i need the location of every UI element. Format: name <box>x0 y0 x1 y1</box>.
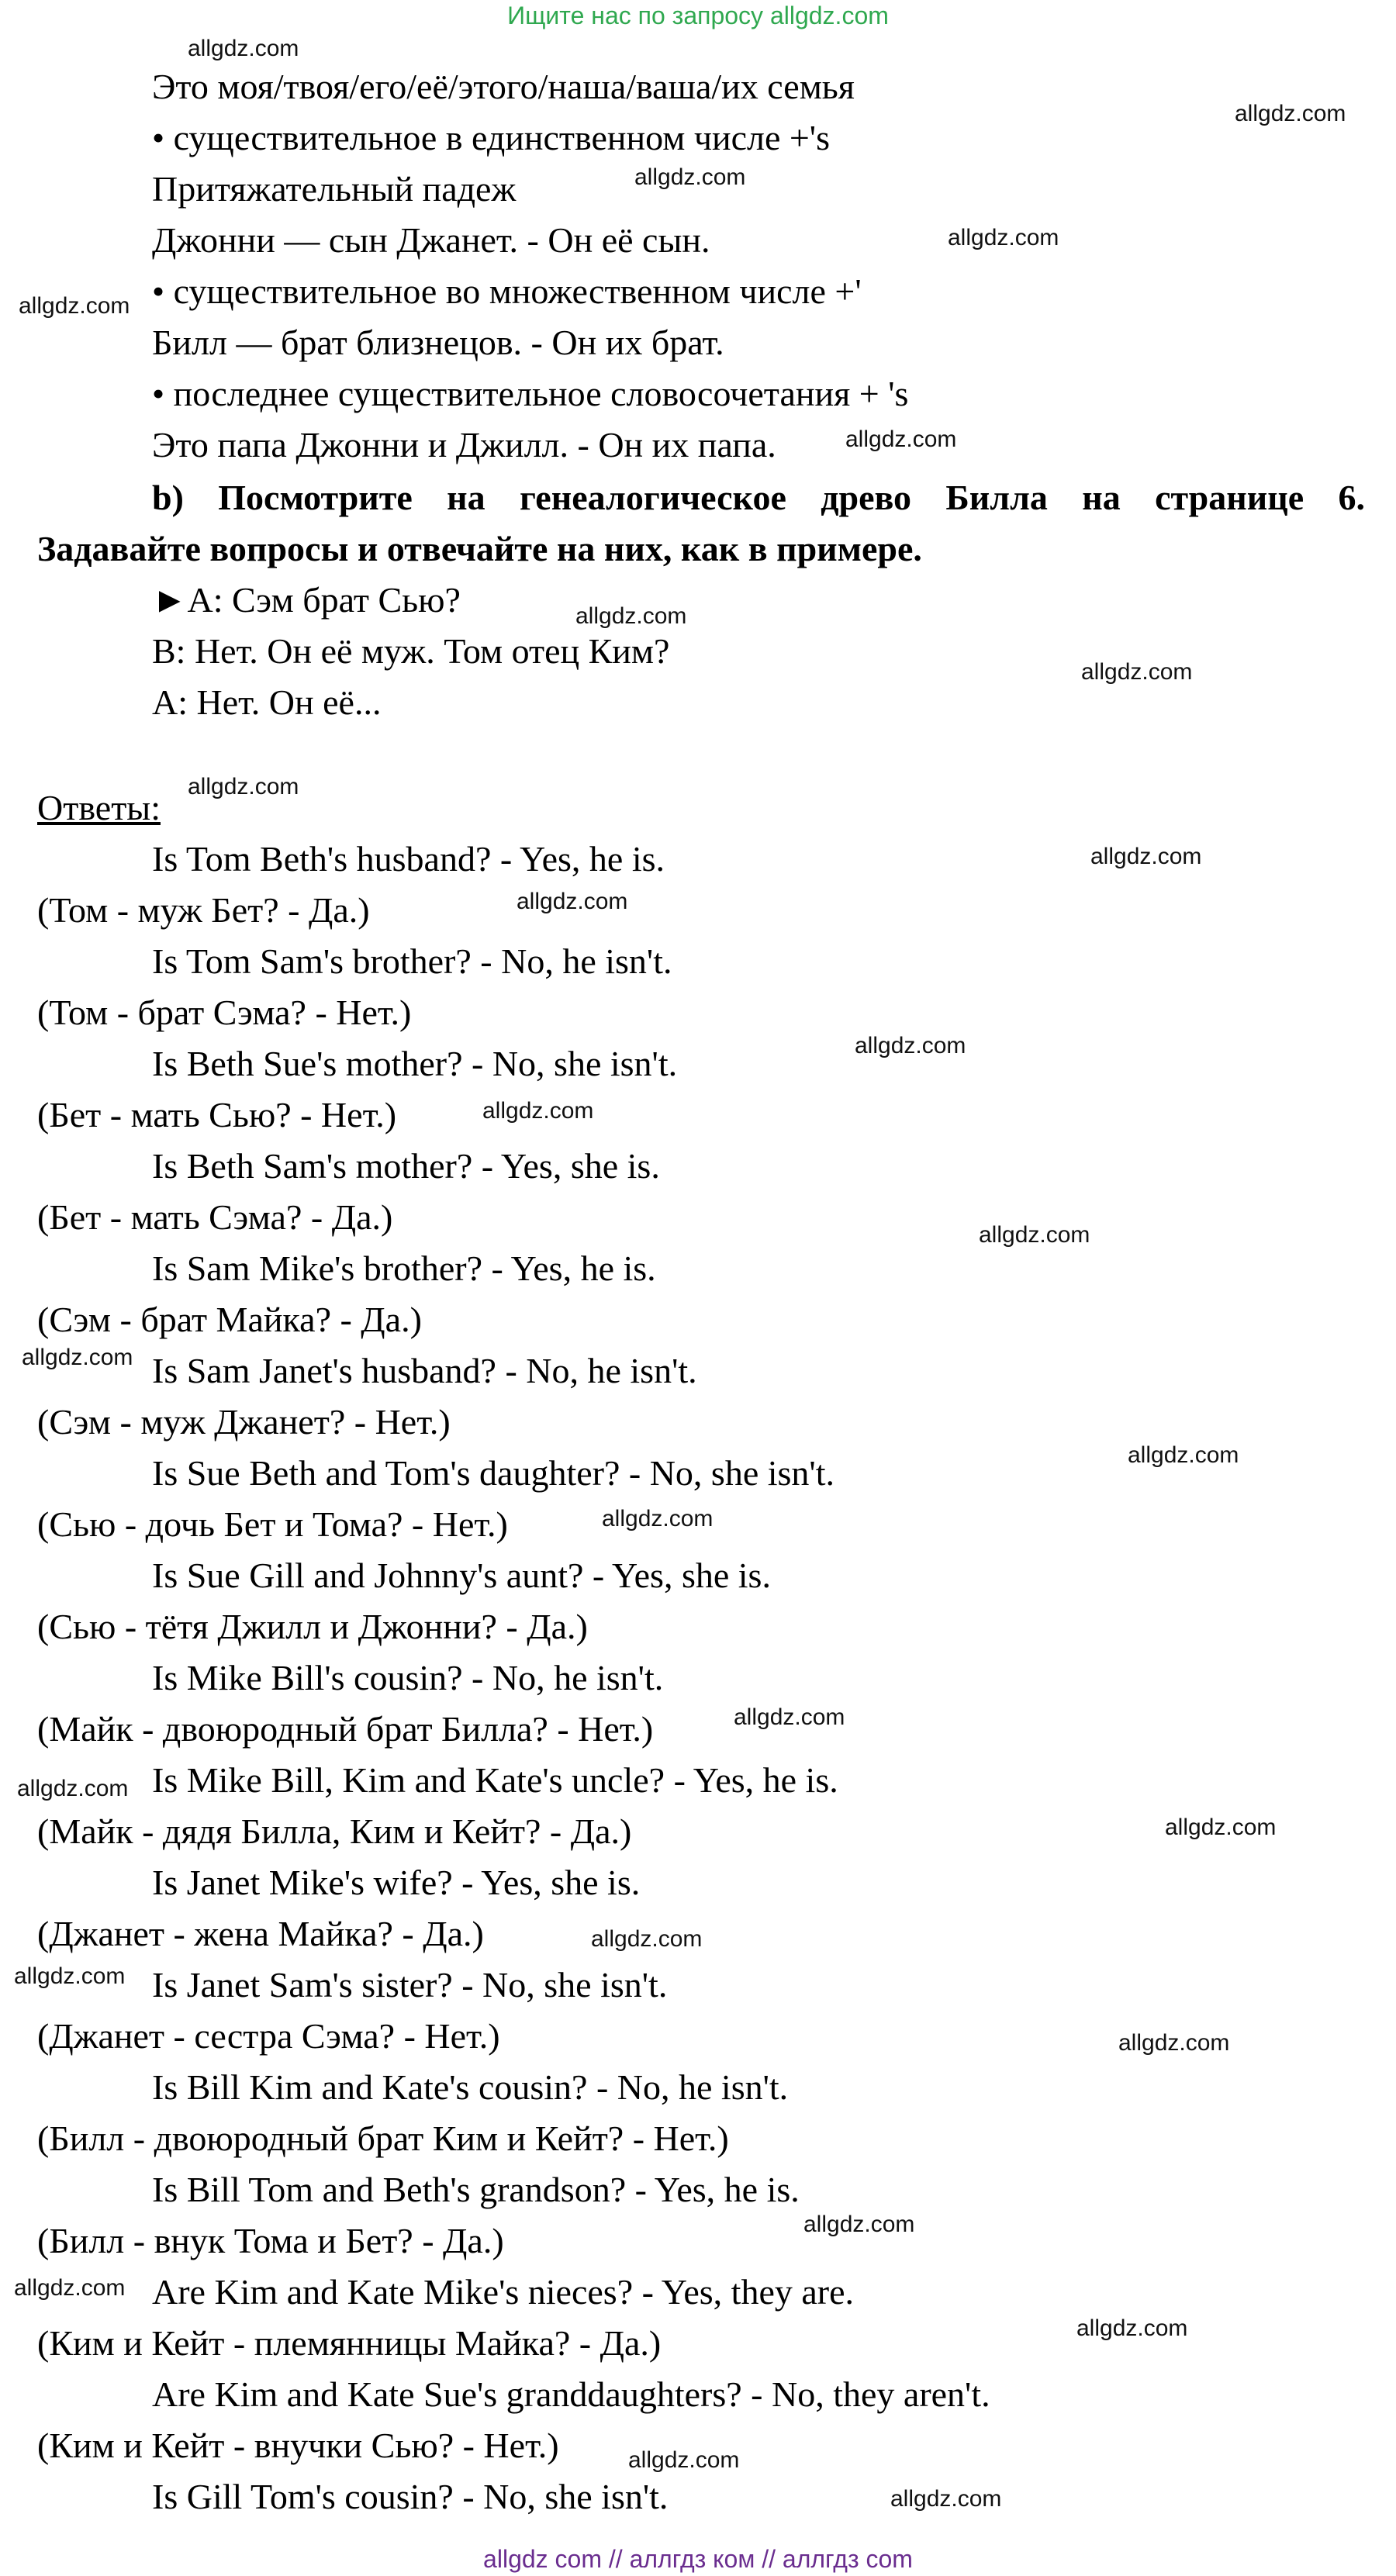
answer-translation: (Ким и Кейт - внучки Сью? - Нет.) <box>37 2426 559 2465</box>
answer-question: Is Mike Bill, Kim and Kate's uncle? - Yes, he is. <box>152 1760 838 1800</box>
watermark: allgdz.com <box>1128 1442 1239 1468</box>
answer-translation: (Сэм - брат Майка? - Да.) <box>37 1300 422 1339</box>
intro-line: Джонни — сын Джанет. - Он её сын. <box>152 220 710 260</box>
watermark: allgdz.com <box>1090 844 1202 869</box>
answer-translation: (Билл - двоюродный брат Ким и Кейт? - Нет.) <box>37 2118 729 2158</box>
answer-question: Is Beth Sue's mother? - No, she isn't. <box>152 1044 678 1083</box>
watermark: allgdz.com <box>634 164 746 190</box>
answer-translation: (Джанет - сестра Сэма? - Нет.) <box>37 2016 500 2056</box>
example-line: A: Нет. Он её... <box>152 682 382 722</box>
watermark: allgdz.com <box>845 426 957 452</box>
watermark: allgdz.com <box>591 1926 703 1952</box>
intro-line: • последнее существительное словосочетания + 's <box>152 374 909 413</box>
answer-translation: (Сью - тётя Джилл и Джонни? - Да.) <box>37 1607 588 1646</box>
intro-line: Билл — брат близнецов. - Он их брат. <box>152 323 724 362</box>
answer-translation: (Майк - дядя Билла, Ким и Кейт? - Да.) <box>37 1811 632 1851</box>
footer: allgdz com // аллгдз ком // аллгдз com <box>483 2545 913 2573</box>
example-line: ►A: Сэм брат Сью? <box>152 580 461 620</box>
watermark: allgdz.com <box>1118 2030 1230 2056</box>
answer-question: Is Sue Beth and Tom's daughter? - No, she isn't. <box>152 1453 834 1493</box>
watermark: allgdz.com <box>14 1963 126 1989</box>
answer-question: Is Beth Sam's mother? - Yes, she is. <box>152 1146 660 1186</box>
watermark: allgdz.com <box>17 1776 129 1801</box>
answer-translation: (Ким и Кейт - племянницы Майка? - Да.) <box>37 2323 662 2363</box>
watermark: allgdz.com <box>188 774 299 799</box>
task-heading-line1: b) Посмотрите на генеалогическое древо Билла на странице 6. <box>152 478 1365 517</box>
answer-translation: (Сью - дочь Бет и Тома? - Нет.) <box>37 1504 508 1544</box>
answer-question: Is Tom Beth's husband? - Yes, he is. <box>152 839 665 879</box>
watermark: allgdz.com <box>1165 1815 1277 1840</box>
answer-question: Is Mike Bill's cousin? - No, he isn't. <box>152 1658 664 1697</box>
answer-translation: (Билл - внук Тома и Бет? - Да.) <box>37 2221 504 2260</box>
watermark: allgdz.com <box>575 603 687 629</box>
answer-question: Is Sue Gill and Johnny's aunt? - Yes, she is. <box>152 1556 771 1595</box>
answer-translation: (Бет - мать Сэма? - Да.) <box>37 1197 393 1237</box>
answer-question: Is Janet Sam's sister? - No, she isn't. <box>152 1965 668 2005</box>
watermark: allgdz.com <box>1076 2315 1188 2341</box>
answer-question: Are Kim and Kate Sue's granddaughters? - No, they aren't. <box>152 2374 990 2414</box>
answer-question: Is Janet Mike's wife? - Yes, she is. <box>152 1863 641 1902</box>
watermark: allgdz.com <box>602 1506 714 1531</box>
answer-translation: (Том - муж Бет? - Да.) <box>37 890 370 930</box>
watermark: allgdz.com <box>188 36 299 61</box>
intro-line: Это папа Джонни и Джилл. - Он их папа. <box>152 425 776 464</box>
intro-line: Это моя/твоя/его/её/этого/наша/ваша/их семья <box>152 67 855 106</box>
top-banner: Ищите нас по запросу allgdz.com <box>507 2 889 29</box>
watermark: allgdz.com <box>517 889 628 914</box>
answer-translation: (Том - брат Сэма? - Нет.) <box>37 993 412 1032</box>
watermark: allgdz.com <box>19 293 130 319</box>
answer-translation: (Майк - двоюродный брат Билла? - Нет.) <box>37 1709 654 1749</box>
watermark: allgdz.com <box>734 1704 845 1730</box>
watermark: allgdz.com <box>948 225 1059 250</box>
answer-question: Is Tom Sam's brother? - No, he isn't. <box>152 941 672 981</box>
answer-question: Is Bill Kim and Kate's cousin? - No, he isn't. <box>152 2067 789 2107</box>
watermark: allgdz.com <box>14 2275 126 2301</box>
answer-translation: (Бет - мать Сью? - Нет.) <box>37 1095 397 1134</box>
answer-question: Is Gill Tom's cousin? - No, she isn't. <box>152 2477 669 2516</box>
answer-question: Is Bill Tom and Beth's grandson? - Yes, he is. <box>152 2170 800 2209</box>
watermark: allgdz.com <box>855 1033 966 1058</box>
example-line: B: Нет. Он её муж. Том отец Ким? <box>152 631 670 671</box>
watermark: allgdz.com <box>890 2486 1002 2512</box>
intro-line: • существительное во множественном числе +' <box>152 271 862 311</box>
answer-translation: (Сэм - муж Джанет? - Нет.) <box>37 1402 451 1442</box>
answers-heading: Ответы: <box>37 788 161 827</box>
answer-question: Are Kim and Kate Mike's nieces? - Yes, they are. <box>152 2272 855 2312</box>
watermark: allgdz.com <box>628 2447 740 2473</box>
intro-line: Притяжательный падеж <box>152 169 517 209</box>
watermark: allgdz.com <box>482 1098 594 1124</box>
answer-question: Is Sam Mike's brother? - Yes, he is. <box>152 1248 656 1288</box>
watermark: allgdz.com <box>979 1222 1090 1248</box>
watermark: allgdz.com <box>22 1345 133 1370</box>
watermark: allgdz.com <box>1081 659 1193 685</box>
task-heading-line2: Задавайте вопросы и отвечайте на них, как в примере. <box>37 529 922 568</box>
watermark: allgdz.com <box>803 2212 915 2237</box>
intro-line: • существительное в единственном числе +'s <box>152 118 830 157</box>
answer-translation: (Джанет - жена Майка? - Да.) <box>37 1914 484 1953</box>
watermark: allgdz.com <box>1235 101 1346 126</box>
answer-question: Is Sam Janet's husband? - No, he isn't. <box>152 1351 697 1390</box>
